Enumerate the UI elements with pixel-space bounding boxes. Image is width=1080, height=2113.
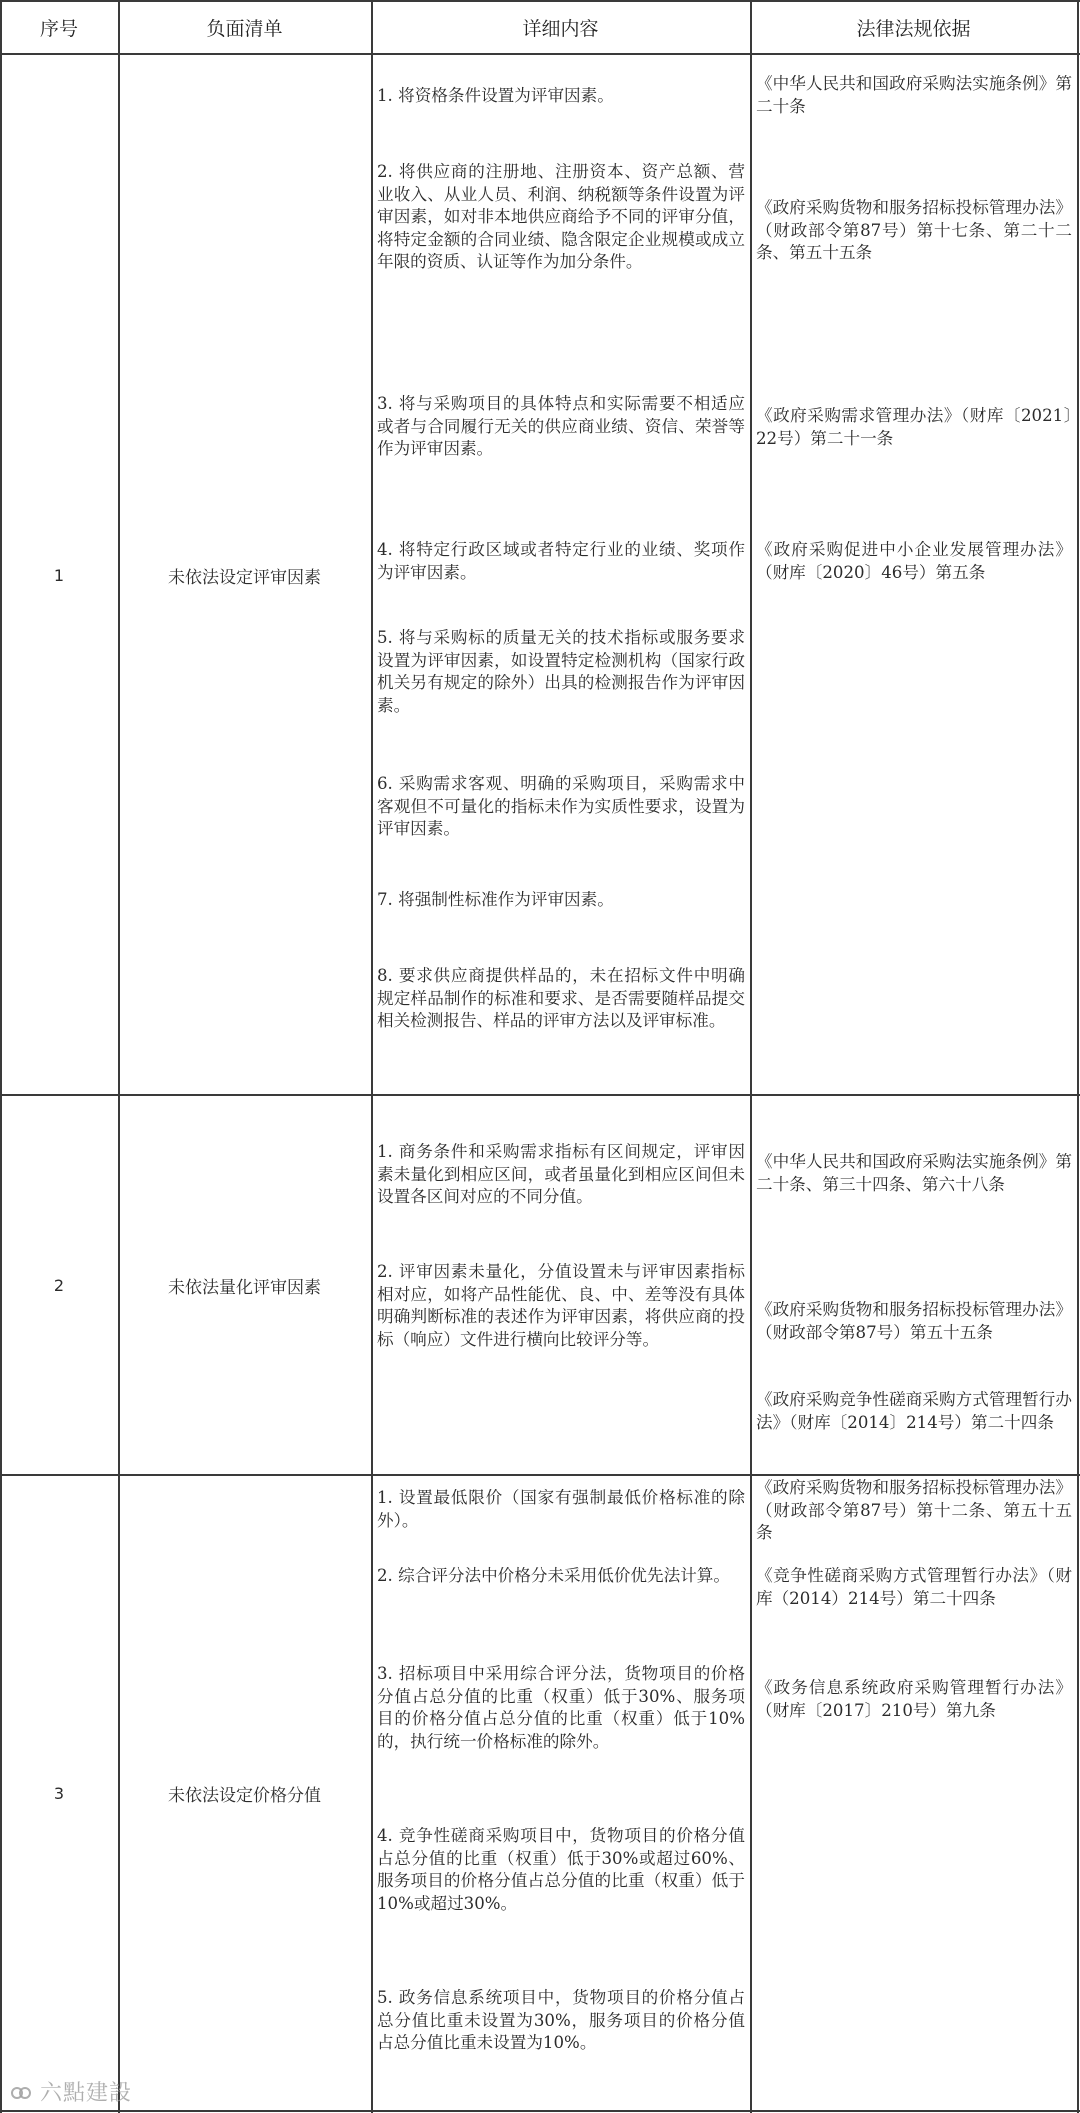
row-2-basis-2: 《政府采购货物和服务招标投标管理办法》（财政部令第87号）第五十五条 [756,1300,1072,1342]
row-2-basis-3: 《政府采购竞争性磋商采购方式管理暂行办法》（财库〔2014〕214号）第二十四条 [756,1390,1072,1432]
row-1-basis-1: 《中华人民共和国政府采购法实施条例》第二十条 [756,74,1072,116]
column-divider-2 [371,0,373,2113]
row-3-detail-1: 1. 设置最低限价（国家有强制最低价格标准的除外）。 [377,1488,745,1530]
row-1-item: 未依法设定评审因素 [168,567,321,588]
row-3-basis-3: 《政务信息系统政府采购管理暂行办法》（财库〔2017〕210号）第九条 [756,1678,1072,1720]
row-1-detail-8: 8. 要求供应商提供样品的，未在招标文件中明确规定样品制作的标准和要求、是否需要随样品提交相关检测报告、样品的评审方法以及评审标准。 [377,966,745,1030]
row-1-basis-4: 《政府采购促进中小企业发展管理办法》（财库〔2020〕46号）第五条 [756,540,1072,582]
row-3-index: 3 [53,1783,65,1803]
row-2-detail-2: 2. 评审因素未量化，分值设置未与评审因素指标相对应，如将产品性能优、良、中、差等没有具体明确判断标准的表述作为评审因素，将供应商的投标（响应）文件进行横向比较评分等。 [377,1262,745,1349]
row-3-detail-5: 5. 政务信息系统项目中，货物项目的价格分值占总分值比重未设置为30%，服务项目的价格分值占总分值比重未设置为10%。 [377,1988,745,2052]
header-negative-list: 负面清单 [206,17,283,40]
row-3-basis-1: 《政府采购货物和服务招标投标管理办法》（财政部令第87号）第十二条、第五十五条 [756,1478,1072,1542]
column-divider-3 [750,0,752,2113]
row-1-detail-2: 2. 将供应商的注册地、注册资本、资产总额、营业收入、从业人员、利润、纳税额等条件设置为评审因素，如对非本地供应商给予不同的评审分值，将特定金额的合同业绩、隐含限定企业规模或成立年限的资质、认证等作为加分条件。 [377,162,745,271]
row-2-detail-1: 1. 商务条件和采购需求指标有区间规定，评审因素未量化到相应区间，或者虽量化到相应区间但未设置各区间对应的不同分值。 [377,1142,745,1206]
row-1-detail-7: 7. 将强制性标准作为评审因素。 [377,890,614,909]
row-3-item: 未依法设定价格分值 [168,1785,321,1806]
row-1-detail-5: 5. 将与采购标的质量无关的技术指标或服务要求设置为评审因素，如设置特定检测机构（国家行政机关另有规定的除外）出具的检测报告作为评审因素。 [377,628,745,715]
row-2-basis-1: 《中华人民共和国政府采购法实施条例》第二十条、第三十四条、第六十八条 [756,1152,1072,1194]
row-1-detail-1: 1. 将资格条件设置为评审因素。 [377,86,614,105]
row-1-basis-2: 《政府采购货物和服务招标投标管理办法》（财政部令第87号）第十七条、第二十二条、第五十五条 [756,198,1072,262]
row-3-basis-2: 《竞争性磋商采购方式管理暂行办法》（财库（2014）214号）第二十四条 [756,1566,1072,1608]
watermark [10,2076,132,2107]
row-3-detail-2: 2. 综合评分法中价格分未采用低价优先法计算。 [377,1566,730,1585]
row-1-detail-4: 4. 将特定行政区域或者特定行业的业绩、奖项作为评审因素。 [377,540,745,582]
watermark-logo-icon [10,2084,32,2102]
header-index: 序号 [39,17,78,40]
row-1-basis-3: 《政府采购需求管理办法》（财库〔2021〕22号）第二十一条 [756,406,1072,448]
table-right-border [1077,0,1079,2113]
row-2-item: 未依法量化评审因素 [168,1277,321,1298]
row-2-index: 2 [53,1275,65,1295]
row-1-index: 1 [53,565,65,585]
row-1-detail-3: 3. 将与采购项目的具体特点和实际需要不相适应或者与合同履行无关的供应商业绩、资信、荣誉等作为评审因素。 [377,394,745,458]
watermark-text: 六點建設 [40,2081,133,2106]
row-1-detail-6: 6. 采购需求客观、明确的采购项目，采购需求中客观但不可量化的指标未作为实质性要求，设置为评审因素。 [377,774,745,838]
header-details: 详细内容 [522,17,599,40]
table-bottom-border [0,2110,1080,2112]
header-legal-basis: 法律法规依据 [856,17,971,40]
row-3-detail-3: 3. 招标项目中采用综合评分法，货物项目的价格分值占总分值的比重（权重）低于30%、服务项目的价格分值占总分值的比重（权重）低于10%的，执行统一价格标准的除外。 [377,1664,745,1751]
row-3-detail-4: 4. 竞争性磋商采购项目中，货物项目的价格分值占总分值的比重（权重）低于30%或超过60%、服务项目的价格分值占总分值的比重（权重）低于10%或超过30%。 [377,1826,745,1913]
row-1-bottom-border [0,1094,1080,1096]
row-2-bottom-border [0,1474,1080,1476]
